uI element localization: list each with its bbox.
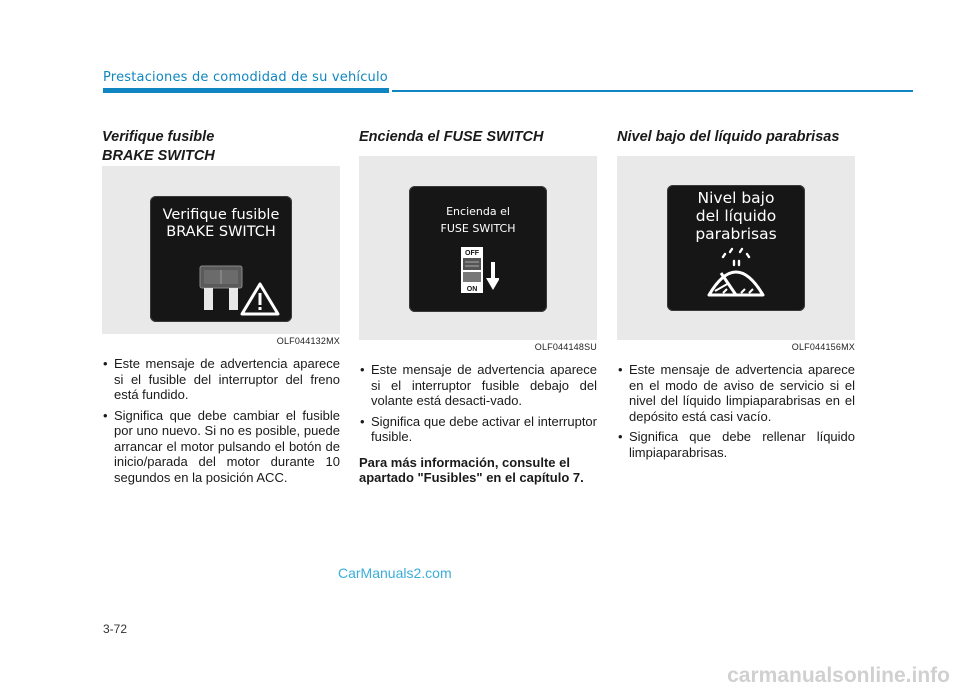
section-title: Verifique fusible BRAKE SWITCH bbox=[102, 129, 215, 164]
figure-washer-fluid bbox=[617, 156, 855, 340]
watermark-link[interactable]: CarManuals2.com bbox=[338, 565, 452, 581]
bullet-list bbox=[102, 356, 340, 485]
section-brake-switch bbox=[102, 128, 340, 490]
bottom-watermark: carmanualsonline.info bbox=[727, 664, 950, 687]
figure-fuse-switch bbox=[359, 156, 597, 340]
screen-text: Verifique fusible BRAKE SWITCH bbox=[162, 207, 280, 240]
screen-text: Encienda el FUSE SWITCH bbox=[440, 205, 516, 235]
display-screen bbox=[150, 196, 292, 322]
figure-code: OLF044156MX bbox=[791, 342, 855, 352]
section-fuse-switch bbox=[359, 128, 597, 486]
list-item: • Significa que debe rellenar líquido limpiaparabrisas. bbox=[617, 429, 855, 460]
section-title: Nivel bajo del líquido parabrisas bbox=[617, 129, 840, 145]
section-washer-fluid bbox=[617, 128, 855, 465]
header-rule-thin bbox=[392, 90, 913, 92]
reference-note: Para más información, consulte el apartado "Fusibles" en el capítulo 7. bbox=[359, 454, 584, 485]
svg-text:ON: ON bbox=[466, 286, 478, 293]
display-screen bbox=[409, 186, 547, 312]
svg-text:OFF: OFF bbox=[465, 250, 479, 257]
bullet-list bbox=[359, 362, 597, 445]
screen-text: Nivel bajo del líquido parabrisas bbox=[695, 189, 777, 243]
list-item: • Este mensaje de advertencia aparece si el fusible del interruptor del freno está fundido. bbox=[102, 356, 340, 403]
figure-brake-switch bbox=[102, 166, 340, 334]
list-item: • Este mensaje de advertencia aparece en el modo de aviso de servicio si el nivel del líquido limpiaparabrisas en el depósito está casi vacío. bbox=[617, 362, 855, 424]
list-item: • Significa que debe cambiar el fusible por uno nuevo. Si no es posible, puede arrancar el motor pulsando el botón de inicio/parada del motor durante 10 segundos en la posición ACC. bbox=[102, 408, 340, 486]
fuse-switch-icon bbox=[459, 246, 499, 296]
figure-code: OLF044148SU bbox=[534, 342, 597, 352]
header-rule-thick bbox=[103, 88, 389, 93]
section-title: Encienda el FUSE SWITCH bbox=[359, 129, 544, 145]
list-item: • Significa que debe activar el interruptor fusible. bbox=[359, 414, 597, 445]
figure-code: OLF044132MX bbox=[276, 336, 340, 346]
washer-fluid-icon bbox=[701, 245, 771, 299]
display-screen bbox=[667, 185, 805, 311]
page-number: 3-72 bbox=[103, 622, 128, 636]
bullet-list bbox=[617, 362, 855, 460]
fuse-warning-icon bbox=[196, 262, 286, 318]
header-title: Prestaciones de comodidad de su vehículo bbox=[103, 70, 388, 85]
list-item: • Este mensaje de advertencia aparece si el interruptor fusible debajo del volante está desacti-vado. bbox=[359, 362, 597, 409]
